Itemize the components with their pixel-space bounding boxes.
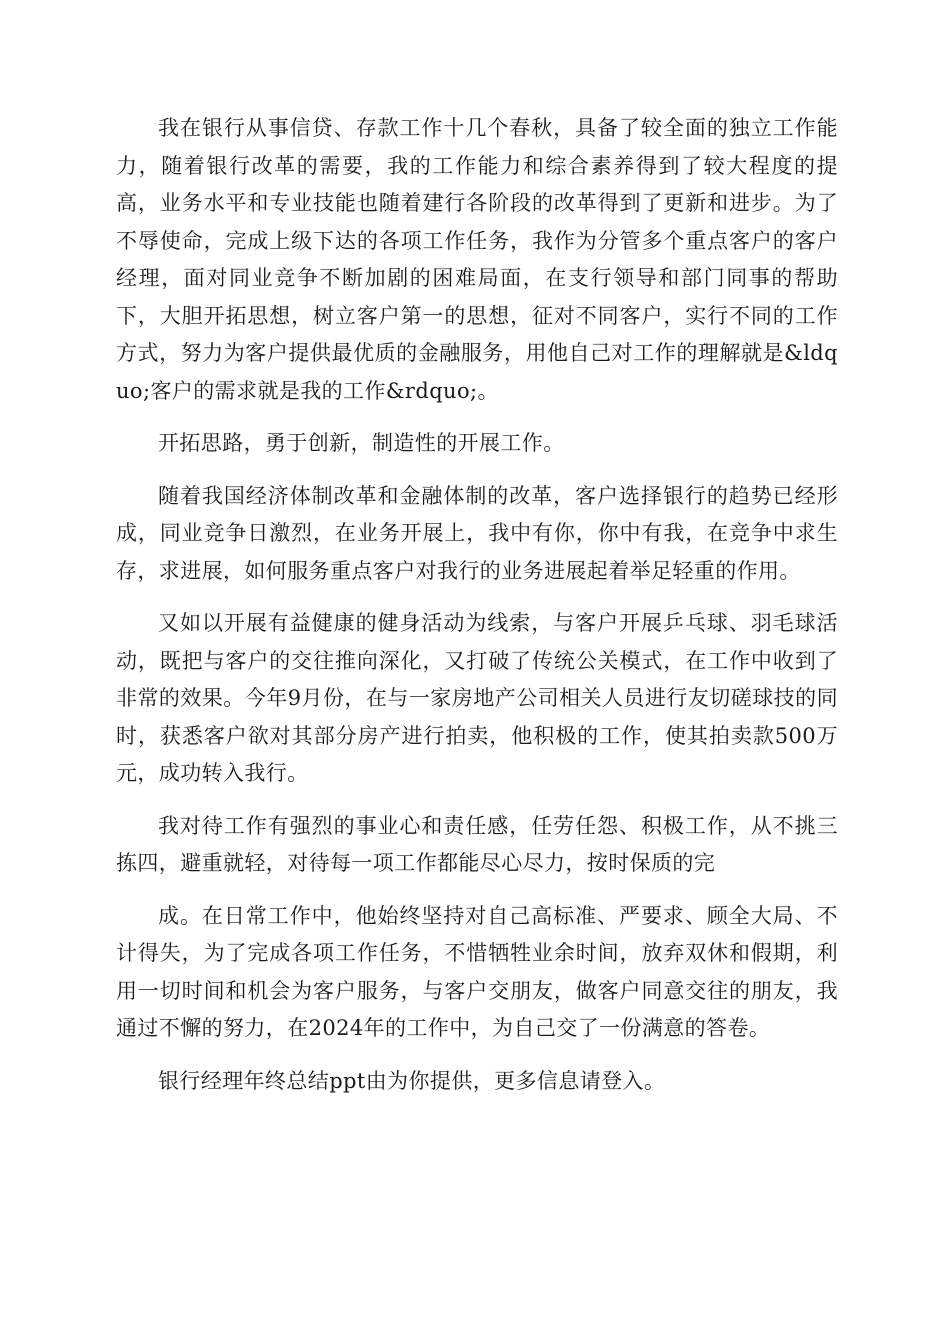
paragraph-1: 我在银行从事信贷、存款工作十几个春秋，具备了较全面的独立工作能力，随着银行改革的需要，我的工作能力和综合素养得到了较大程度的提高，业务水平和专业技能也随着建行各阶段的改革得到了更新和进步。为了不辱使命，完成上级下达的各项工作任务，我作为分管多个重点客户的客户经理，面对同业竞争不断加剧的困难局面，在支行领导和部门同事的帮助下，大胆开拓思想，树立客户第一的思想，征对不同客户，实行不同的工作方式，努力为客户提供最优质的金融服务，用他自己对工作的理解就是&ldquo;客户的需求就是我的工作&rdquo;。: [116, 116, 838, 403]
paragraph-6: 成。在日常工作中，他始终坚持对自己高标准、严要求、顾全大局、不计得失，为了完成各项工作任务，不惜牺牲业余时间，放弃双休和假期，利用一切时间和机会为客户服务，与客户交朋友，做客户同意交往的朋友，我通过不懈的努力，在2024年的工作中，为自己交了一份满意的答卷。: [116, 903, 838, 1040]
paragraph-5: 我对待工作有强烈的事业心和责任感，任劳任怨、积极工作，从不挑三拣四，避重就轻，对待每一项工作都能尽心尽力，按时保质的完: [116, 813, 838, 875]
paragraph-3: 随着我国经济体制改革和金融体制的改革，客户选择银行的趋势已经形成，同业竞争日激烈，在业务开展上，我中有你，你中有我，在竞争中求生存，求进展，如何服务重点客户对我行的业务进展起着举足轻重的作用。: [116, 483, 838, 583]
paragraph-4: 又如以开展有益健康的健身活动为线索，与客户开展乒乓球、羽毛球活动，既把与客户的交往推向深化，又打破了传统公关模式，在工作中收到了非常的效果。今年9月份，在与一家房地产公司相关人员进行友切磋球技的同时，获悉客户欲对其部分房产进行拍卖，他积极的工作，使其拍卖款500万元，成功转入我行。: [116, 611, 838, 785]
paragraph-2: 开拓思路，勇于创新，制造性的开展工作。: [158, 431, 565, 455]
paragraph-7: 银行经理年终总结ppt由为你提供，更多信息请登入。: [158, 1068, 666, 1093]
document-body: [116, 110, 838, 1100]
